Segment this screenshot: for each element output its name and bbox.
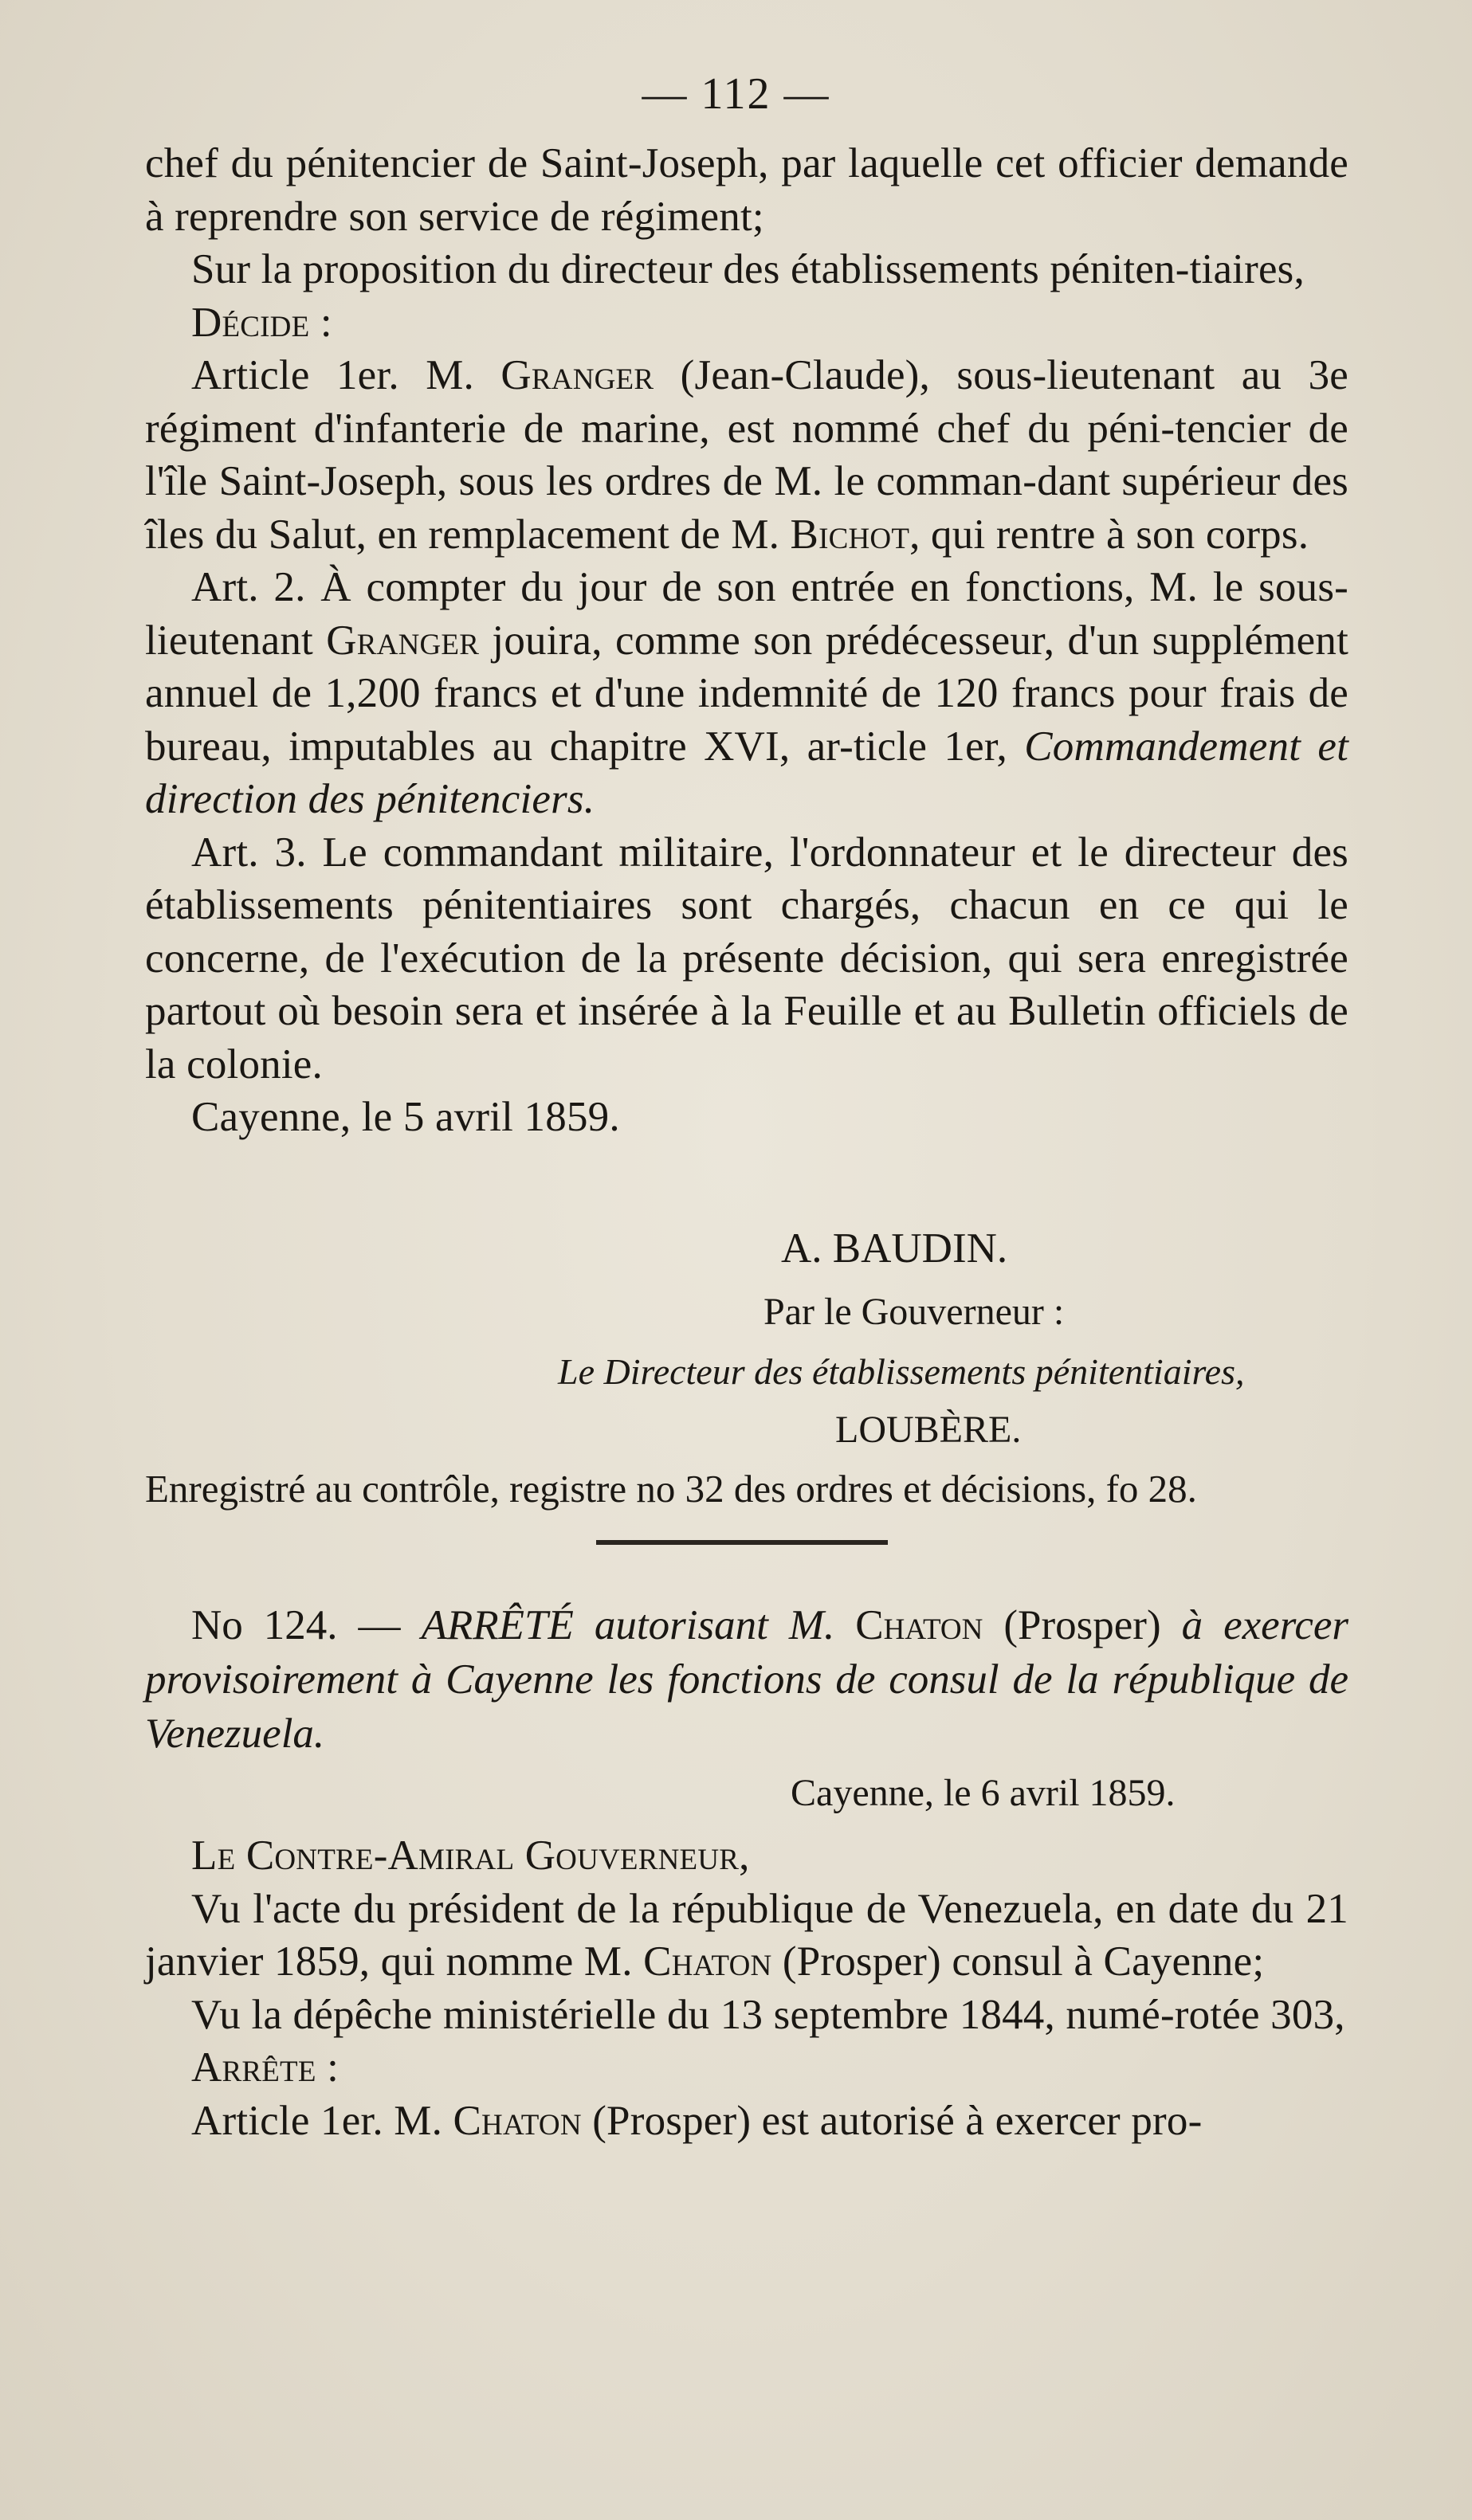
arrete-heading-rest: à exercer provisoirement à Cayenne les fonctions de consul de la république de Venezuela. [145, 1602, 1349, 1757]
art1-replaced: Bichot, [790, 511, 920, 558]
decision-proposition: Sur la proposition du directeur des établissements péniten-tiaires, [191, 246, 1305, 292]
section-divider [596, 1540, 888, 1545]
director-name: LOUBÈRE. [835, 1409, 1022, 1451]
art1-end: qui rentre à son corps. [931, 511, 1309, 558]
decision-decide-label: Décide : [191, 299, 332, 346]
art1-name: M. Granger [426, 352, 654, 398]
arrete-date: Cayenne, le 6 avril 1859. [791, 1772, 1176, 1814]
art2-start: Art. 2. À compter du jour de son entrée en fonctions, M. le sous-lieutenant [145, 564, 1348, 664]
decision-article-3: Art. 3. Le commandant militaire, l'ordonnateur et le directeur des établissements pénitentiaires sont chargés, chacun en ce qui le concerne, de l'exécution de la présente décision, qui sera enregistrée partout où besoin sera et insérée à la Feuille et au Bulletin officiels de la colonie. [145, 829, 1348, 1088]
art1-text: (Jean-Claude), sous-lieutenant au 3e régiment d'infanterie de marine, est nommé chef du péni-tencier de l'île Saint-Joseph, sous les ordres de M. le comman-dant supérieur des îles du Salut, en remplacement de M. [145, 352, 1348, 558]
arrete-number: No 124. — [191, 1602, 401, 1648]
vu1-end: (Prosper) consul à Cayenne; [782, 1938, 1265, 1985]
arrete-art1-name: Chaton [453, 2097, 582, 2144]
decision-intro: chef du pénitencier de Saint-Joseph, par laquelle cet officier demande à reprendre son service de régiment; [145, 140, 1348, 240]
signature-baudin: A. BAUDIN. [781, 1225, 1008, 1272]
art2-text: jouira, comme son prédécesseur, d'un supplément annuel de 1,200 francs et d'une indemnité de 120 francs pour frais de bureau, imputables au chapitre XVI, ar-ticle 1er, [145, 617, 1349, 770]
arrete-art1-end: (Prosper) est autorisé à exercer pro- [592, 2097, 1203, 2144]
registration-note: Enregistré au contrôle, registre no 32 des ordres et décisions, fo 28. [145, 1467, 1197, 1511]
page-number: — 112 — [642, 69, 830, 119]
arrete-article-1 [145, 2095, 1348, 2148]
arrete-issuer: Le Contre-Amiral Gouverneur, [191, 1832, 750, 1879]
arrete-heading-name: Chaton [855, 1602, 983, 1648]
arrete-label: Arrête : [191, 2044, 340, 2091]
art2-name: Granger [326, 617, 480, 664]
decision-article-2 [145, 561, 1348, 826]
by-governor: Par le Gouverneur : [763, 1291, 1065, 1333]
decision-body [145, 137, 1348, 1144]
arrete-heading [145, 1598, 1348, 1761]
vu1-name: Chaton [643, 1938, 772, 1985]
arrete-body [145, 1829, 1348, 2147]
art1-prefix: Article 1er. [191, 352, 399, 398]
arrete-heading-plain: (Prosper) [1003, 1602, 1161, 1648]
arrete-vu-2: Vu la dépêche ministérielle du 13 septembre 1844, numé-rotée 303, [191, 1991, 1345, 2038]
vu1-start: Vu l'acte du président de la république de Venezuela, en date du 21 janvier 1859, qui nomme M. [145, 1885, 1348, 1985]
decision-article-1 [145, 349, 1348, 561]
arrete-art1-start: Article 1er. M. [191, 2097, 443, 2144]
art2-italic: Commandement et direction des pénitenciers. [145, 723, 1348, 822]
director-title: Le Directeur des établissements pénitentiaires, [558, 1351, 1245, 1392]
decision-place-date: Cayenne, le 5 avril 1859. [191, 1094, 620, 1140]
arrete-vu-1 [145, 1883, 1348, 1989]
arrete-heading-italic: ARRÊTÉ autorisant M. [421, 1602, 835, 1648]
